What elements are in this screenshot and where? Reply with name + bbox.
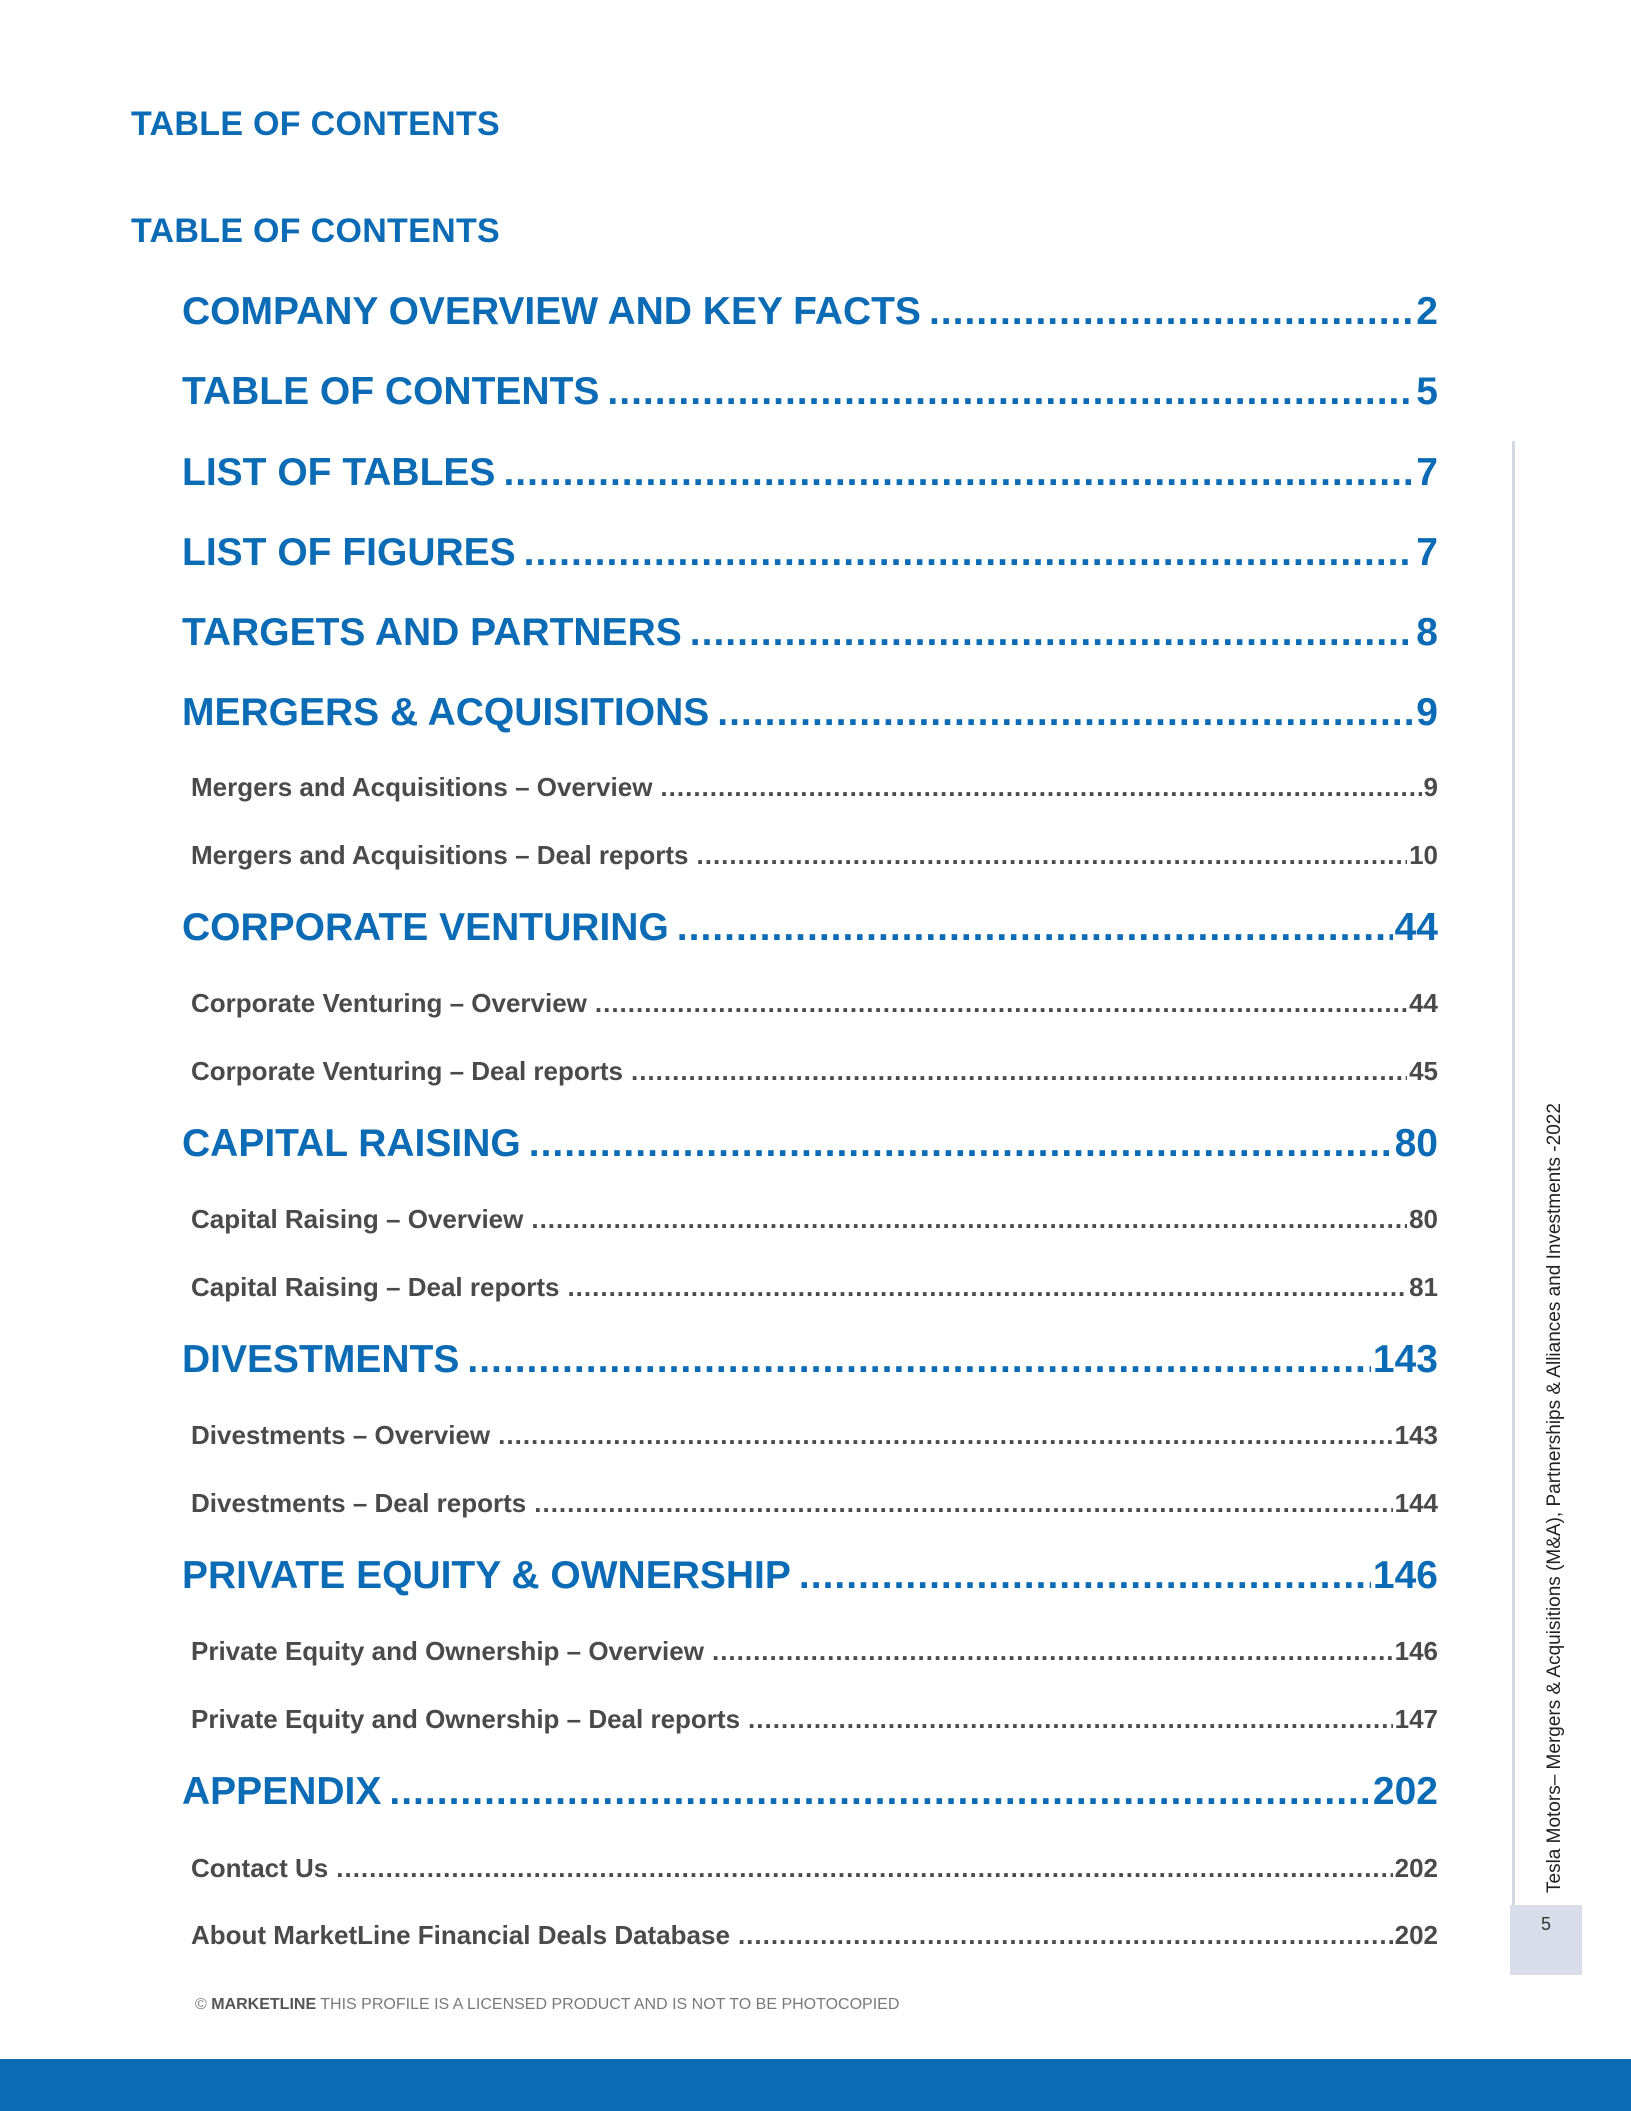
toc-entry-page: 146 xyxy=(1394,1636,1438,1666)
side-report-title: Tesla Motors– Mergers & Acquisitions (M&A), Partnerships & Alliances and Investments -2022 xyxy=(1544,1103,1565,1893)
toc-dot-leader xyxy=(929,290,1414,334)
toc-subsection-entry[interactable] xyxy=(191,1704,1438,1735)
toc-entry-page: 44 xyxy=(1409,988,1438,1018)
toc-entry-title: PRIVATE EQUITY & OWNERSHIP xyxy=(182,1554,791,1597)
toc-entry-page: 147 xyxy=(1394,1704,1438,1734)
footer-notice: THIS PROFILE IS A LICENSED PRODUCT AND IS NOT TO BE PHOTOCOPIED xyxy=(316,1996,900,2013)
toc-subsection-entry[interactable] xyxy=(191,988,1438,1019)
toc-entry-page: 5 xyxy=(1416,370,1438,413)
toc-dot-leader xyxy=(799,1554,1371,1598)
toc-entry-title: COMPANY OVERVIEW AND KEY FACTS xyxy=(182,290,921,333)
toc-subsection-entry[interactable] xyxy=(191,1920,1438,1951)
toc-entry-page: 146 xyxy=(1372,1554,1438,1597)
copyright-footer xyxy=(195,1996,899,2014)
toc-entry-title: Private Equity and Ownership – Deal reports xyxy=(191,1704,741,1734)
toc-entry-title: Corporate Venturing – Overview xyxy=(191,988,587,1018)
toc-dot-leader xyxy=(336,1853,1392,1884)
toc-entry-title: Corporate Venturing – Deal reports xyxy=(191,1056,623,1086)
toc-subsection-entry[interactable] xyxy=(191,1204,1438,1235)
toc-entry-title: APPENDIX xyxy=(182,1770,382,1813)
toc-section-entry[interactable] xyxy=(182,531,1438,575)
toc-dot-leader xyxy=(697,840,1408,871)
toc-dot-leader xyxy=(631,1056,1407,1087)
page-number-box xyxy=(1510,1905,1582,1975)
toc-entry-title: TABLE OF CONTENTS xyxy=(182,370,600,413)
toc-dot-leader xyxy=(498,1420,1392,1451)
toc-dot-leader xyxy=(717,691,1414,735)
toc-entry-title: CORPORATE VENTURING xyxy=(182,906,669,949)
toc-dot-leader xyxy=(677,906,1393,950)
toc-entry-page: 10 xyxy=(1409,840,1438,870)
toc-entry-page: 7 xyxy=(1416,531,1438,574)
toc-entry-title: Contact Us xyxy=(191,1853,329,1883)
toc-subsection-entry[interactable] xyxy=(191,1420,1438,1451)
toc-entry-page: 202 xyxy=(1394,1920,1438,1950)
toc-section-entry[interactable] xyxy=(182,691,1438,735)
toc-dot-leader xyxy=(567,1272,1407,1303)
toc-entry-title: Capital Raising – Deal reports xyxy=(191,1272,560,1302)
toc-entry-page: 202 xyxy=(1394,1853,1438,1883)
toc-entry-title: MERGERS & ACQUISITIONS xyxy=(182,691,710,734)
toc-entry-title: Divestments – Overview xyxy=(191,1420,491,1450)
toc-entry-page: 144 xyxy=(1394,1488,1438,1518)
toc-entry-title: Divestments – Deal reports xyxy=(191,1488,527,1518)
toc-subsection-entry[interactable] xyxy=(191,772,1438,803)
toc-dot-leader xyxy=(467,1338,1371,1382)
toc-section-entry[interactable] xyxy=(182,906,1438,950)
toc-dot-leader xyxy=(712,1636,1393,1667)
side-divider xyxy=(1512,441,1515,1905)
toc-dot-leader xyxy=(524,531,1415,575)
toc-dot-leader xyxy=(660,772,1421,803)
toc-section-entry[interactable] xyxy=(182,1554,1438,1598)
toc-entry-title: TARGETS AND PARTNERS xyxy=(182,611,682,654)
toc-entry-page: 143 xyxy=(1394,1420,1438,1450)
toc-entry-page: 2 xyxy=(1416,290,1438,333)
toc-entry-page: 143 xyxy=(1372,1338,1438,1381)
toc-dot-leader xyxy=(690,611,1415,655)
toc-entry-title: DIVESTMENTS xyxy=(182,1338,460,1381)
toc-dot-leader xyxy=(607,370,1414,414)
page-number: 5 xyxy=(1540,1914,1551,1934)
toc-section-entry[interactable] xyxy=(182,451,1438,495)
toc-dot-leader xyxy=(531,1204,1407,1235)
toc-entry-page: 80 xyxy=(1394,1122,1438,1165)
footer-brand: MARKETLINE xyxy=(211,1996,317,2013)
toc-entry-page: 9 xyxy=(1416,691,1438,734)
toc-entry-title: Mergers and Acquisitions – Deal reports xyxy=(191,840,689,870)
toc-entry-title: LIST OF TABLES xyxy=(182,451,496,494)
toc-entry-page: 7 xyxy=(1416,451,1438,494)
toc-entry-page: 45 xyxy=(1409,1056,1438,1086)
page-heading: TABLE OF CONTENTS xyxy=(131,105,501,143)
toc-entry-title: CAPITAL RAISING xyxy=(182,1122,521,1165)
toc-entry-title: Capital Raising – Overview xyxy=(191,1204,524,1234)
toc-section-entry[interactable] xyxy=(182,290,1438,334)
toc-section-entry[interactable] xyxy=(182,1338,1438,1382)
toc-subsection-entry[interactable] xyxy=(191,1056,1438,1087)
toc-entry-title: Mergers and Acquisitions – Overview xyxy=(191,772,653,802)
toc-dot-leader xyxy=(738,1920,1393,1951)
toc-dot-leader xyxy=(503,451,1414,495)
toc-dot-leader xyxy=(534,1488,1392,1519)
toc-dot-leader xyxy=(595,988,1407,1019)
toc-entry-page: 81 xyxy=(1409,1272,1438,1302)
toc-entry-page: 202 xyxy=(1372,1770,1438,1813)
toc-entry-page: 8 xyxy=(1416,611,1438,654)
toc-entry-title: About MarketLine Financial Deals Database xyxy=(191,1920,730,1950)
toc-dot-leader xyxy=(748,1704,1393,1735)
toc-subsection-entry[interactable] xyxy=(191,840,1438,871)
toc-section-entry[interactable] xyxy=(182,611,1438,655)
toc-entry-title: LIST OF FIGURES xyxy=(182,531,516,574)
toc-entry-title: Private Equity and Ownership – Overview xyxy=(191,1636,704,1666)
toc-entry-page: 80 xyxy=(1409,1204,1438,1234)
toc-subsection-entry[interactable] xyxy=(191,1636,1438,1667)
toc-entry-page: 44 xyxy=(1394,906,1438,949)
toc-subsection-entry[interactable] xyxy=(191,1488,1438,1519)
toc-subsection-entry[interactable] xyxy=(191,1272,1438,1303)
toc-section-entry[interactable] xyxy=(182,1122,1438,1166)
toc-section-entry[interactable] xyxy=(182,370,1438,414)
toc-dot-leader xyxy=(529,1122,1393,1166)
toc-section-entry[interactable] xyxy=(182,1770,1438,1814)
footer-prefix: © xyxy=(195,1996,212,2013)
toc-entry-page: 9 xyxy=(1423,772,1438,802)
toc-subsection-entry[interactable] xyxy=(191,1853,1438,1884)
toc-dot-leader xyxy=(389,1770,1371,1814)
toc-heading: TABLE OF CONTENTS xyxy=(131,212,501,250)
bottom-bar xyxy=(0,2059,1631,2111)
